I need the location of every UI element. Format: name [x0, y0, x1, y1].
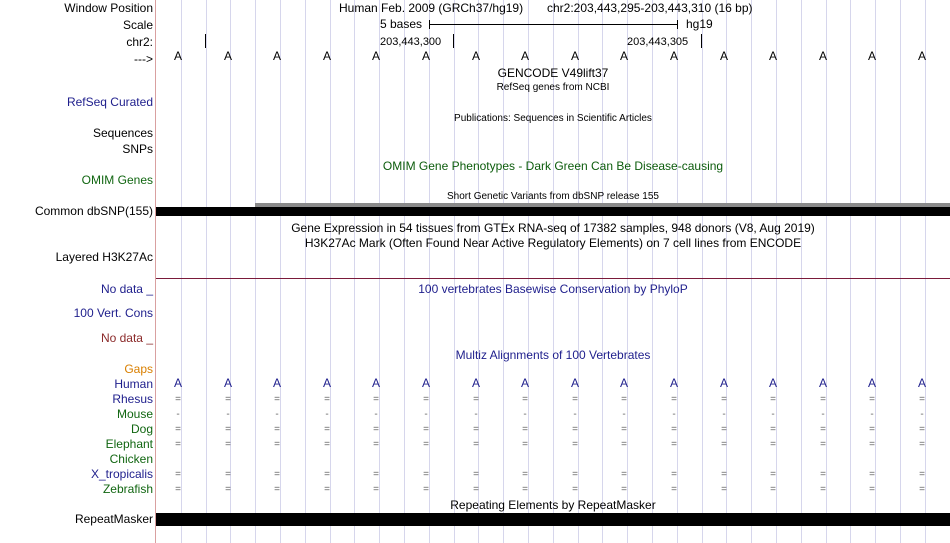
- alignment-cell: =: [175, 484, 181, 495]
- alignment-cell: =: [572, 424, 578, 435]
- cons-nodata-label: No data _: [100, 331, 153, 345]
- repeatmasker-track-label[interactable]: RepeatMasker: [74, 512, 153, 526]
- species-label-dog[interactable]: Dog: [130, 422, 153, 436]
- alignment-cell: =: [225, 394, 231, 405]
- base-letter: A: [570, 49, 579, 63]
- alignment-cell: -: [325, 409, 329, 420]
- base-letter: A: [867, 49, 876, 63]
- gencode-track-title[interactable]: GENCODE V49lift37: [497, 66, 609, 80]
- snps-track-label[interactable]: SNPs: [122, 142, 153, 156]
- alignment-cell: =: [522, 424, 528, 435]
- alignment-cell: =: [175, 469, 181, 480]
- base-letter: A: [818, 49, 827, 63]
- base-letter: A: [272, 49, 281, 63]
- alignment-cell: =: [820, 484, 826, 495]
- dbsnp-variant-bar[interactable]: [156, 207, 950, 216]
- alignment-cell: -: [226, 409, 230, 420]
- dbsnp-gray-bar[interactable]: [255, 203, 950, 207]
- alignment-cell: -: [870, 409, 874, 420]
- alignment-cell: =: [473, 439, 479, 450]
- alignment-cell: -: [474, 409, 478, 420]
- base-letter: A: [471, 49, 480, 63]
- alignment-cell: A: [867, 376, 876, 390]
- alignment-cell: =: [572, 469, 578, 480]
- cons-track-label[interactable]: 100 Vert. Cons: [73, 306, 153, 320]
- alignment-cell: =: [721, 469, 727, 480]
- alignment-cell: =: [175, 439, 181, 450]
- alignment-cell: =: [919, 439, 925, 450]
- alignment-cell: A: [669, 376, 678, 390]
- alignment-cell: =: [770, 424, 776, 435]
- species-label-rhesus[interactable]: Rhesus: [112, 392, 153, 406]
- scale-label: Scale: [122, 18, 153, 32]
- alignment-cell: =: [820, 424, 826, 435]
- alignment-cell: A: [471, 376, 480, 390]
- alignment-cell: =: [869, 439, 875, 450]
- repeatmasker-track-title[interactable]: Repeating Elements by RepeatMasker: [450, 498, 656, 512]
- alignment-cell: =: [225, 484, 231, 495]
- alignment-cell: -: [424, 409, 428, 420]
- alignment-cell: -: [722, 409, 726, 420]
- alignment-cell: =: [473, 424, 479, 435]
- base-letter: A: [520, 49, 529, 63]
- alignment-cell: =: [225, 424, 231, 435]
- base-letter: A: [421, 49, 430, 63]
- alignment-cell: =: [919, 424, 925, 435]
- alignment-cell: A: [223, 376, 232, 390]
- h3k27ac-track-title[interactable]: H3K27Ac Mark (Often Found Near Active Regulatory Elements) on 7 cell lines from ENCODE: [304, 236, 802, 250]
- alignment-cell: =: [572, 394, 578, 405]
- position-readout: chr2:203,443,295-203,443,310 (16 bp): [547, 1, 753, 15]
- alignment-cell: =: [522, 439, 528, 450]
- alignment-cell: -: [672, 409, 676, 420]
- position-tick: [205, 34, 206, 48]
- alignment-cell: =: [274, 394, 280, 405]
- alignment-cell: =: [721, 439, 727, 450]
- alignment-cell: -: [821, 409, 825, 420]
- base-letter: A: [223, 49, 232, 63]
- alignment-cell: -: [374, 409, 378, 420]
- alignment-cell: =: [175, 424, 181, 435]
- alignment-cell: -: [275, 409, 279, 420]
- alignment-cell: -: [622, 409, 626, 420]
- alignment-cell: A: [520, 376, 529, 390]
- position-tick: [453, 34, 454, 48]
- alignment-cell: =: [423, 469, 429, 480]
- alignment-cell: =: [324, 424, 330, 435]
- alignment-cell: =: [324, 439, 330, 450]
- species-label-chicken[interactable]: Chicken: [109, 452, 153, 466]
- alignment-cell: -: [920, 409, 924, 420]
- alignment-cell: =: [671, 424, 677, 435]
- alignment-cell: =: [820, 469, 826, 480]
- alignment-cell: A: [917, 376, 926, 390]
- alignment-cell: =: [274, 439, 280, 450]
- base-letter: A: [371, 49, 380, 63]
- alignment-cell: A: [272, 376, 281, 390]
- base-letter: A: [619, 49, 628, 63]
- publications-track-title[interactable]: Publications: Sequences in Scientific Articles: [454, 113, 652, 124]
- chrom-label: chr2:: [126, 35, 153, 49]
- species-label-zebrafish[interactable]: Zebrafish: [102, 482, 153, 496]
- species-label-elephant[interactable]: Elephant: [105, 437, 153, 451]
- h3k27ac-track-label[interactable]: Layered H3K27Ac: [55, 250, 153, 264]
- alignment-cell: =: [274, 469, 280, 480]
- alignment-cell: =: [373, 424, 379, 435]
- h3k27ac-baseline: [156, 278, 950, 279]
- phylop-track-title[interactable]: 100 vertebrates Basewise Conservation by PhyloP: [418, 282, 688, 296]
- repeatmasker-bar[interactable]: [156, 513, 950, 526]
- base-letter: A: [669, 49, 678, 63]
- base-letter: A: [173, 49, 182, 63]
- multiz-track-title[interactable]: Multiz Alignments of 100 Vertebrates: [455, 348, 651, 362]
- alignment-cell: =: [324, 394, 330, 405]
- strand-label: --->: [134, 52, 153, 66]
- alignment-cell: A: [371, 376, 380, 390]
- alignment-cell: A: [719, 376, 728, 390]
- alignment-cell: =: [423, 394, 429, 405]
- alignment-cell: A: [818, 376, 827, 390]
- alignment-cell: =: [621, 484, 627, 495]
- position-tick: [701, 34, 702, 48]
- alignment-cell: =: [225, 439, 231, 450]
- species-label-x_tropicalis[interactable]: X_tropicalis: [90, 467, 153, 481]
- alignment-cell: =: [770, 439, 776, 450]
- alignment-cell: =: [770, 469, 776, 480]
- alignment-cell: =: [373, 469, 379, 480]
- alignment-cell: =: [671, 469, 677, 480]
- alignment-cell: =: [721, 424, 727, 435]
- alignment-cell: =: [919, 469, 925, 480]
- alignment-cell: =: [671, 484, 677, 495]
- alignment-cell: =: [869, 394, 875, 405]
- alignment-cell: =: [820, 439, 826, 450]
- alignment-cell: =: [770, 394, 776, 405]
- alignment-cell: -: [771, 409, 775, 420]
- alignment-cell: =: [820, 394, 826, 405]
- refseq-track-label[interactable]: RefSeq Curated: [66, 95, 153, 109]
- tick-right-label: 203,443,305: [627, 36, 689, 48]
- gaps-label: Gaps: [124, 362, 153, 376]
- alignment-cell: =: [919, 484, 925, 495]
- base-letter: A: [917, 49, 926, 63]
- alignment-cell: =: [473, 484, 479, 495]
- base-letter: A: [768, 49, 777, 63]
- alignment-cell: =: [423, 439, 429, 450]
- dbsnp-track-label[interactable]: Common dbSNP(155): [34, 204, 153, 218]
- alignment-cell: =: [621, 439, 627, 450]
- phylop-nodata-label: No data _: [100, 282, 153, 296]
- alignment-cell: A: [173, 376, 182, 390]
- alignment-cell: =: [175, 394, 181, 405]
- alignment-cell: A: [421, 376, 430, 390]
- window-position-label: Window Position: [64, 1, 153, 15]
- sequences-track-label[interactable]: Sequences: [92, 126, 153, 140]
- alignment-cell: -: [573, 409, 577, 420]
- alignment-cell: =: [274, 424, 280, 435]
- species-label-human[interactable]: Human: [114, 377, 153, 391]
- alignment-cell: =: [522, 469, 528, 480]
- alignment-cell: -: [176, 409, 180, 420]
- alignment-cell: =: [423, 484, 429, 495]
- alignment-cell: =: [621, 424, 627, 435]
- alignment-cell: A: [570, 376, 579, 390]
- alignment-cell: =: [721, 484, 727, 495]
- scale-db: hg19: [686, 17, 713, 31]
- alignment-cell: =: [373, 394, 379, 405]
- alignment-cell: =: [473, 394, 479, 405]
- scale-text: 5 bases: [380, 17, 423, 31]
- alignment-cell: A: [322, 376, 331, 390]
- omim-track-label[interactable]: OMIM Genes: [81, 173, 153, 187]
- species-label-mouse[interactable]: Mouse: [116, 407, 153, 421]
- tick-left-label: 203,443,300: [380, 36, 442, 48]
- scale-bar: [429, 17, 678, 31]
- alignment-cell: =: [373, 484, 379, 495]
- gtex-track-title[interactable]: Gene Expression in 54 tissues from GTEx RNA-seq of 17382 samples, 948 donors (V8, Aug 2019): [291, 221, 815, 235]
- assembly-title: Human Feb. 2009 (GRCh37/hg19): [339, 1, 524, 15]
- base-letter: A: [322, 49, 331, 63]
- alignment-cell: =: [721, 394, 727, 405]
- dbsnp-track-title[interactable]: Short Genetic Variants from dbSNP release 155: [447, 191, 659, 202]
- alignment-cell: =: [572, 439, 578, 450]
- alignment-cell: A: [619, 376, 628, 390]
- alignment-cell: =: [423, 424, 429, 435]
- refseq-track-subtitle[interactable]: RefSeq genes from NCBI: [496, 82, 610, 93]
- alignment-cell: =: [324, 469, 330, 480]
- alignment-cell: =: [770, 484, 776, 495]
- alignment-cell: =: [473, 469, 479, 480]
- alignment-cell: -: [523, 409, 527, 420]
- alignment-cell: =: [373, 439, 379, 450]
- omim-track-title[interactable]: OMIM Gene Phenotypes - Dark Green Can Be Disease-causing: [382, 159, 724, 173]
- alignment-cell: =: [869, 424, 875, 435]
- base-letter: A: [719, 49, 728, 63]
- alignment-cell: =: [621, 394, 627, 405]
- alignment-cell: =: [671, 439, 677, 450]
- alignment-cell: =: [671, 394, 677, 405]
- alignment-cell: =: [869, 469, 875, 480]
- alignment-cell: =: [522, 484, 528, 495]
- alignment-cell: =: [274, 484, 280, 495]
- alignment-cell: =: [324, 484, 330, 495]
- alignment-cell: =: [869, 484, 875, 495]
- alignment-cell: =: [621, 469, 627, 480]
- alignment-cell: =: [572, 484, 578, 495]
- alignment-cell: A: [768, 376, 777, 390]
- alignment-cell: =: [522, 394, 528, 405]
- alignment-cell: =: [225, 469, 231, 480]
- alignment-cell: =: [919, 394, 925, 405]
